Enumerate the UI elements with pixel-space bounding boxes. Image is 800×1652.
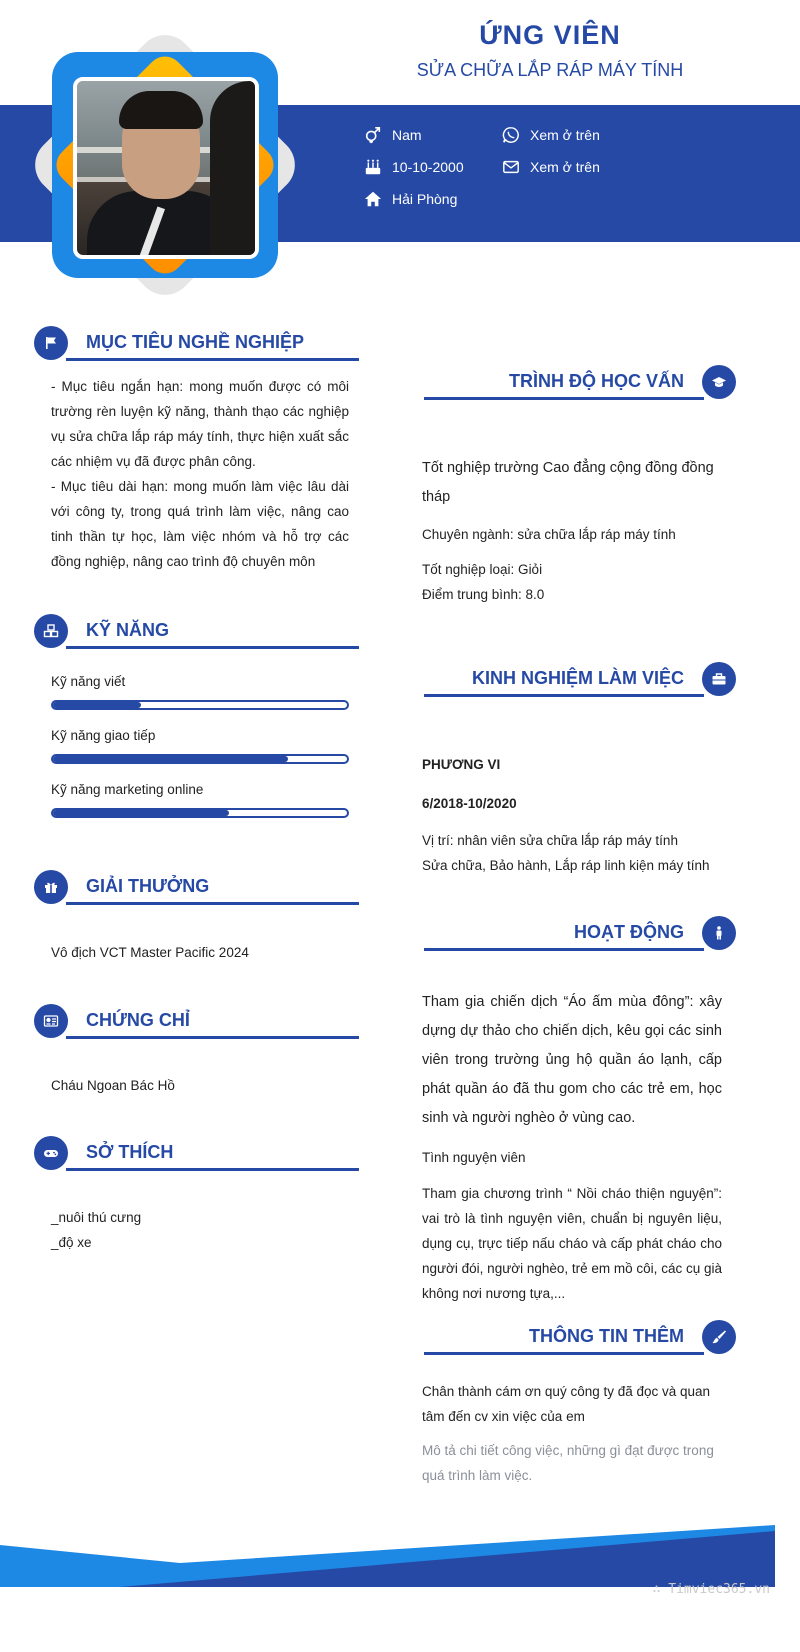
activity-role: Tình nguyện viên — [422, 1150, 526, 1165]
activity-description: Tham gia chương trình “ Nồi cháo thiện nguyện”: vai trò là tình nguyện viên, chuẩn bị nguyên liệu, dụng cụ, trực tiếp nấu cháo và cấp phát cháo cho người đói, người nghèo, trẻ em mồ côi, các cụ già không nơi nương tựa,... — [422, 1186, 722, 1301]
skill-name: Kỹ năng giao tiếp — [51, 728, 156, 743]
section-experience-header — [422, 662, 736, 698]
gender-row — [362, 124, 422, 146]
gender-value: Nam — [392, 127, 422, 143]
candidate-title: ỨNG VIÊN — [479, 20, 621, 50]
section-awards-header — [34, 870, 364, 906]
phone-row — [500, 124, 600, 146]
birthdate-row — [362, 156, 464, 178]
avatar[interactable] — [73, 77, 259, 259]
section-skills-header — [34, 614, 364, 650]
experience-company: PHƯƠNG VI — [422, 757, 501, 772]
graduation-cap-icon — [702, 365, 736, 399]
skill-name: Kỹ năng viết — [51, 674, 126, 689]
section-title: KINH NGHIỆM LÀM VIỆC — [471, 668, 684, 688]
section-title: CHỨNG CHỈ — [86, 1010, 190, 1030]
footer-decoration — [0, 1525, 775, 1587]
skill-level-fill — [53, 702, 141, 708]
section-title: THÔNG TIN THÊM — [529, 1326, 684, 1346]
id-card-icon — [34, 1004, 68, 1038]
education-school: Tốt nghiệp trường Cao đẳng cộng đồng đồng tháp — [422, 460, 714, 505]
skill-level-fill — [53, 810, 229, 816]
email-row — [500, 156, 600, 178]
experience-duties: Sửa chữa, Bảo hành, Lắp ráp linh kiện máy tính — [422, 858, 710, 873]
objective-long-text: - Mục tiêu dài hạn: mong muốn làm việc lâu dài với công ty, trong quá trình làm việc, nâng cao tinh thần tự học, làm việc nhóm và hỗ trợ các đồng nghiệp, nâng cao trình độ chuyên môn — [51, 479, 349, 569]
awards-text: Vô địch VCT Master Pacific 2024 — [51, 945, 249, 960]
address-row — [362, 188, 457, 210]
phone-value: Xem ở trên — [530, 127, 600, 143]
skill-item — [51, 674, 349, 710]
section-title: KỸ NĂNG — [86, 620, 170, 640]
envelope-icon — [500, 157, 522, 177]
job-title: SỬA CHỮA LẮP RÁP MÁY TÍNH — [416, 60, 684, 80]
home-icon — [362, 189, 384, 209]
experience-period: 6/2018-10/2020 — [422, 796, 517, 811]
extra-text: Chân thành cám ơn quý công ty đã đọc và quan tâm đến cv xin việc của em — [422, 1384, 711, 1424]
birthdate-value: 10-10-2000 — [392, 159, 464, 175]
section-title: TRÌNH ĐỘ HỌC VẤN — [509, 371, 684, 391]
activity-description: Tham gia chiến dịch “Áo ấm mùa đông”: xây dựng dự thảo cho chiến dịch, kêu gọi các sinh viên trong trường ủng hộ quần áo lạnh, cấp phát quần áo đã thu gom cho các trẻ em, học sinh và người nghèo ở vùng cao. — [422, 994, 722, 1126]
briefcase-icon — [702, 662, 736, 696]
experience-position: Vị trí: nhân viên sửa chữa lắp ráp máy tính — [422, 833, 678, 848]
skill-level-bar — [51, 754, 349, 764]
section-education-header — [422, 365, 736, 401]
section-activities-header — [422, 916, 736, 952]
skill-level-bar — [51, 808, 349, 818]
skill-level-fill — [53, 756, 288, 762]
objective-short-text: - Mục tiêu ngắn hạn: mong muốn được có môi trường rèn luyện kỹ năng, thành thạo các nghiệp vụ sửa chữa lắp ráp máy tính, thực hiện xuất sắc các nhiệm vụ đã được phân công. — [51, 379, 349, 469]
education-gpa: Điểm trung bình: 8.0 — [422, 587, 545, 602]
education-grade: Tốt nghiệp loại: Giỏi — [422, 562, 543, 577]
certificates-text: Cháu Ngoan Bác Hồ — [51, 1078, 175, 1093]
section-certificates-header — [34, 1004, 364, 1040]
education-major: Chuyên ngành: sửa chữa lắp ráp máy tính — [422, 527, 676, 542]
skill-item — [51, 728, 349, 764]
section-hobbies-header — [34, 1136, 364, 1172]
person-icon — [702, 916, 736, 950]
section-title: SỞ THÍCH — [86, 1142, 174, 1162]
gift-icon — [34, 870, 68, 904]
avatar-frame — [25, 25, 305, 305]
skill-name: Kỹ năng marketing online — [51, 782, 204, 797]
birthday-cake-icon — [362, 157, 384, 177]
section-objective-header — [34, 326, 364, 362]
hobby-item: _nuôi thú cưng — [51, 1210, 142, 1225]
flag-icon — [34, 326, 68, 360]
brand-watermark: ∴ Timviec365.vn — [652, 1582, 770, 1597]
section-title: MỤC TIÊU NGHỀ NGHIỆP — [86, 332, 305, 352]
email-value: Xem ở trên — [530, 159, 600, 175]
hobby-item: _độ xe — [51, 1235, 92, 1250]
extra-placeholder: Mô tả chi tiết công việc, những gì đạt được trong quá trình làm việc. — [422, 1443, 714, 1483]
section-title: HOẠT ĐỘNG — [574, 922, 684, 942]
address-value: Hải Phòng — [392, 191, 458, 207]
cubes-icon — [34, 614, 68, 648]
section-title: GIẢI THƯỞNG — [86, 876, 210, 896]
skill-item — [51, 782, 349, 818]
paintbrush-icon — [702, 1320, 736, 1354]
section-extra-header — [422, 1320, 736, 1356]
whatsapp-icon — [500, 125, 522, 145]
skill-level-bar — [51, 700, 349, 710]
gender-icon — [362, 125, 384, 145]
gamepad-icon — [34, 1136, 68, 1170]
